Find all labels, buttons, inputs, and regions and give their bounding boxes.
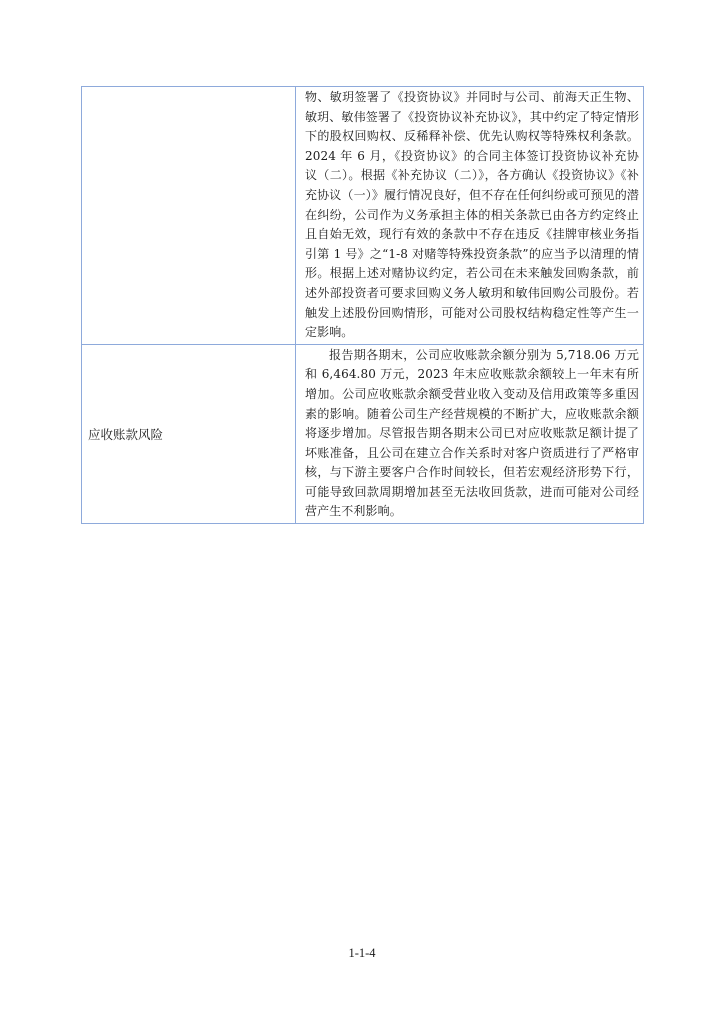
risk-name: 应收账款风险 [88, 426, 164, 442]
risk-factors-table [81, 86, 644, 524]
risk-description: 物、敏玥签署了《投资协议》并同时与公司、前海天正生物、敏玥、敏伟签署了《投资协议补充协议》，其中约定了特定情形下的股权回购权、反稀释补偿、优先认购权等特殊权利条款。2024 年 6 月，《投资协议》的合同主体签订投资协议补充协议（二）。根据《补充协议（二）》，各方确认《投资协议》《补充协议（一）》履行情况良好，但不存在任何纠纷或可预见的潜在纠纷，公司作为义务承担主体的相关条款已由各方约定终止且自始无效，现行有效的条款中不存在违反《挂牌审核业务指引第 1 号》之“1-8 对赌等特殊投资条款”的应当予以清理的情形。根据上述对赌协议约定，若公司在未来触发回购条款，前述外部投资者可要求回购义务人敏玥和敏伟回购公司股份。若触发上述股份回购情形，可能对公司股权结构稳定性等产生一定影响。 [305, 90, 639, 340]
risk-description-cell [296, 87, 644, 345]
risk-name-cell [82, 87, 296, 345]
risk-description: 报告期各期末，公司应收账款余额分别为 5,718.06 万元和 6,464.80 万元，2023 年末应收账款余额较上一年末有所增加。公司应收账款余额受营业收入变动及信用政策等多重因素的影响。随着公司生产经营规模的不断扩大，应收账款余额将逐步增加。尽管报告期各期末公司已对应收账款足额计提了坏账准备，且公司在建立合作关系时对客户资质进行了严格审核，与下游主要客户合作时间较长，但若宏观经济形势下行，可能导致回款周期增加甚至无法收回货款，进而可能对公司经营产生不利影响。 [305, 347, 639, 519]
table-row [82, 344, 644, 523]
risk-name-cell [82, 344, 296, 523]
table-row [82, 87, 644, 345]
page-number: 1-1-4 [348, 946, 376, 960]
risk-description-cell [296, 344, 644, 523]
